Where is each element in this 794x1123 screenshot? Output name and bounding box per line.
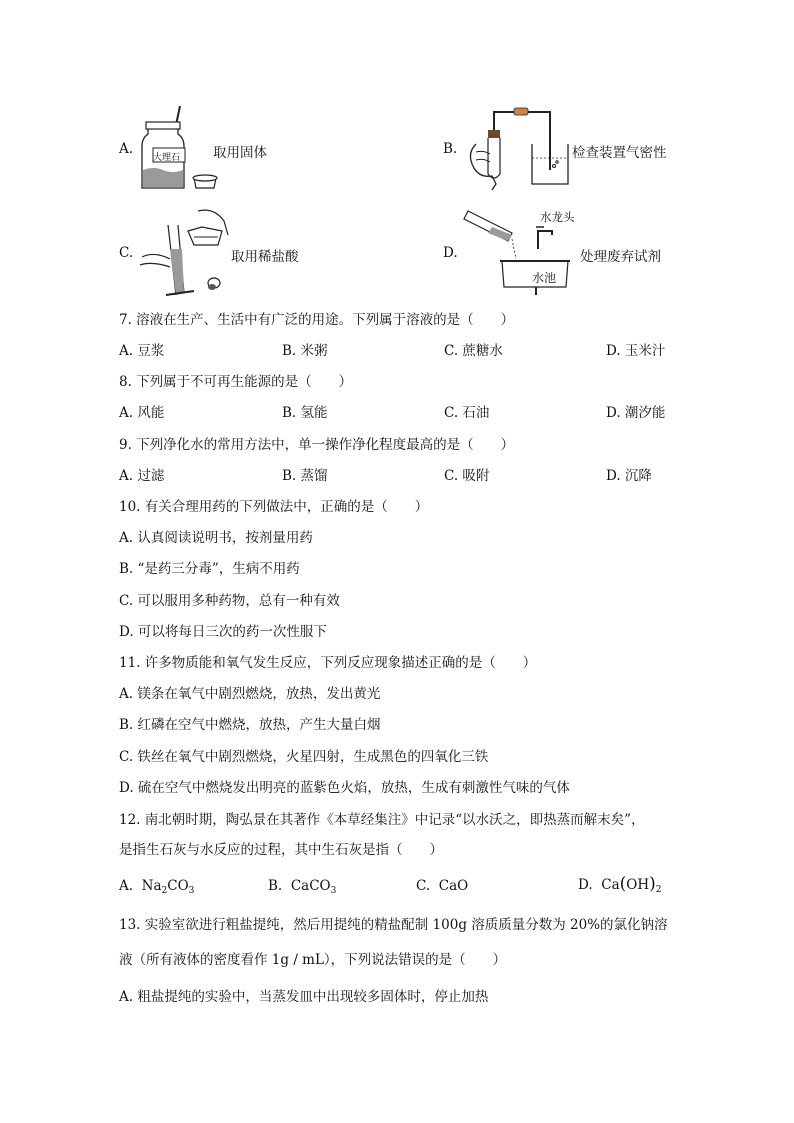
q11-option-b: B. 红磷在空气中燃烧，放热，产生大量白烟: [119, 717, 381, 733]
figure-a-jar-label: 大理石: [153, 153, 181, 163]
q11-option-a: A. 镁条在氧气中剧烈燃烧，放热，发出黄光: [119, 686, 381, 702]
figure-d-faucet-label: 水龙头: [540, 210, 575, 224]
option-b-letter: B.: [443, 141, 458, 157]
q11-option-c: C. 铁丝在氧气中剧烈燃烧，火星四射，生成黑色的四氧化三铁: [119, 749, 489, 765]
q10-option-a: A. 认真阅读说明书，按剂量用药: [119, 530, 313, 546]
q8-option-c: C. 石油: [444, 405, 490, 421]
q10-option-d: D. 可以将每日三次的药一次性服下: [119, 624, 327, 640]
q9-option-d: D. 沉降: [606, 468, 652, 484]
q11-stem: 11. 许多物质能和氧气发生反应，下列反应现象描述正确的是（ ）: [119, 655, 537, 671]
q13-stem-line2: 液（所有液体的密度看作 1g / mL），下列说法错误的是（ ）: [119, 952, 507, 968]
option-c-letter: C.: [119, 245, 134, 261]
q9-stem: 9. 下列净化水的常用方法中，单一操作净化程度最高的是（ ）: [119, 437, 515, 453]
q7-option-d: D. 玉米汁: [606, 343, 666, 359]
q7-stem: 7. 溶液在生产、生活中有广泛的用途。下列属于溶液的是（ ）: [119, 312, 515, 328]
figure-c-caption: 取用稀盐酸: [231, 249, 299, 265]
q10-option-b: B. “是药三分毒”，生病不用药: [119, 561, 300, 577]
q8-option-d: D. 潮汐能: [606, 405, 666, 421]
figure-a-caption: 取用固体: [213, 145, 267, 161]
q12-stem-line1: 12. 南北朝时期，陶弘景在其著作《本草经集注》中记录“以水沃之，即热蒸而解末矣”，: [119, 812, 645, 828]
q12-option-a: A. $Na_2CO_3$: [119, 878, 195, 896]
figure-d-sink-label: 水池: [532, 271, 557, 285]
q11-option-d: D. 硫在空气中燃烧发出明亮的蓝紫色火焰，放热，生成有刺激性气味的气体: [119, 780, 570, 796]
q7-option-c: C. 蔗糖水: [444, 343, 503, 359]
figure-d-caption: 处理废弃试剂: [580, 249, 661, 265]
figure-c-cylinder-pouring: [138, 205, 233, 300]
figure-b-apparatus: [462, 104, 572, 194]
q10-stem: 10. 有关合理用药的下列做法中，正确的是（ ）: [119, 499, 429, 515]
q9-option-b: B. 蒸馏: [282, 468, 328, 484]
q7-option-b: B. 米粥: [282, 343, 328, 359]
q9-option-a: A. 过滤: [119, 468, 165, 484]
q13-stem-line1: 13. 实验室欲进行粗盐提纯，然后用提纯的精盐配制 100g 溶质质量分数为 20%的氯化钠溶: [119, 917, 668, 933]
q9-option-c: C. 吸附: [444, 468, 490, 484]
q8-option-a: A. 风能: [119, 405, 165, 421]
q8-stem: 8. 下列属于不可再生能源的是（ ）: [119, 374, 353, 390]
figure-b-caption: 检查装置气密性: [572, 145, 667, 161]
q10-option-c: C. 可以服用多种药物，总有一种有效: [119, 593, 340, 609]
q7-option-a: A. 豆浆: [119, 343, 165, 359]
q12-stem-line2: 是指生石灰与水反应的过程，其中生石灰是指（ ）: [119, 842, 443, 858]
q8-option-b: B. 氢能: [282, 405, 328, 421]
option-d-letter: D.: [443, 245, 458, 261]
q12-option-d: D. $Ca(OH)_2$: [578, 874, 662, 895]
q12-option-b: B. CaCO$_3$: [268, 878, 337, 896]
q12-option-c: C. CaO: [416, 878, 469, 894]
q13-option-a: A. 粗盐提纯的实验中，当蒸发皿中出现较多固体时，停止加热: [119, 989, 489, 1005]
option-a-letter: A.: [119, 141, 134, 157]
